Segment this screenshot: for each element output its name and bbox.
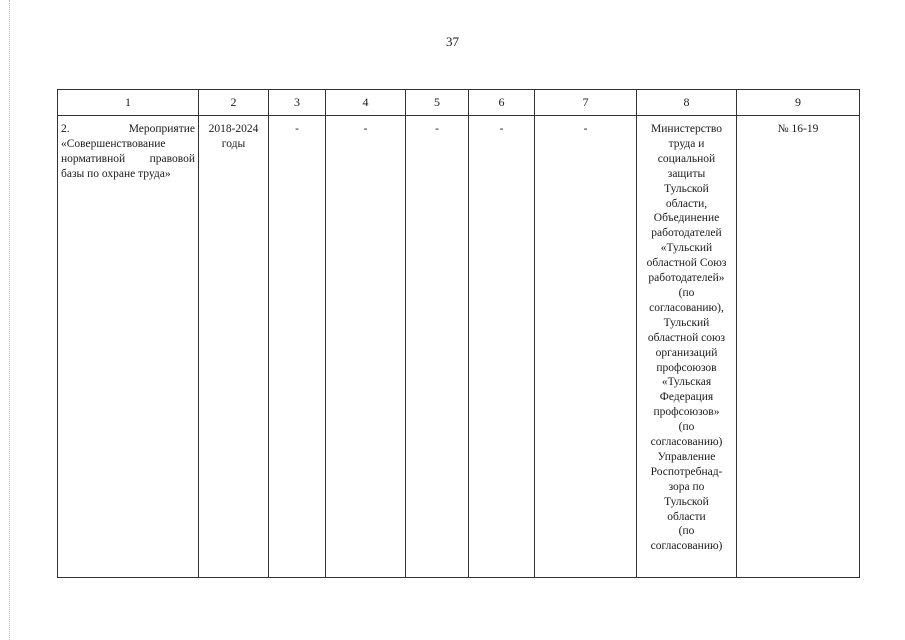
header-col-3: 3 xyxy=(269,90,326,116)
executor-line: профсоюзов» xyxy=(653,406,720,419)
executor-line: труда и xyxy=(668,137,705,150)
executor-line: (по xyxy=(678,525,695,538)
executor-line: Роспотребнад- xyxy=(650,465,723,478)
indicator-ref-cell: № 16-19 xyxy=(737,116,860,578)
executor-line: согласованию) xyxy=(650,436,723,449)
executor-line: защиты xyxy=(667,167,706,180)
responsible-executors-cell xyxy=(637,116,737,578)
executor-line: работодателей xyxy=(651,227,722,240)
header-col-2: 2 xyxy=(199,90,269,116)
executor-line: профсоюзов xyxy=(656,361,717,374)
executor-line: области xyxy=(667,510,706,523)
scan-edge-artifact xyxy=(9,0,10,640)
funding-cell-4: - xyxy=(326,116,406,578)
header-col-1: 1 xyxy=(58,90,199,116)
executor-line: Министерство xyxy=(651,123,722,135)
executor-line: областной союз xyxy=(647,331,726,344)
funding-cell-3: - xyxy=(269,116,326,578)
executor-line: (по xyxy=(678,286,695,299)
header-col-4: 4 xyxy=(326,90,406,116)
measures-table xyxy=(57,89,860,578)
executor-line: Тульский xyxy=(663,316,710,329)
executor-line: Тульской xyxy=(664,495,709,508)
funding-cell-5: - xyxy=(406,116,469,578)
funding-cell-7: - xyxy=(535,116,637,578)
executor-line: согласованию), xyxy=(649,301,724,314)
executor-line: (по xyxy=(678,421,695,434)
executor-line: «Тульская xyxy=(661,376,712,389)
executor-line: областной Союз xyxy=(646,257,727,270)
executor-line: зора по xyxy=(668,480,705,493)
executor-line: согласованию) xyxy=(650,540,723,553)
executor-line: Объединение xyxy=(653,212,720,225)
header-col-7: 7 xyxy=(535,90,637,116)
page-number: 37 xyxy=(446,34,459,49)
header-col-5: 5 xyxy=(406,90,469,116)
executor-line: области, xyxy=(665,197,708,210)
header-col-9: 9 xyxy=(737,90,860,116)
period-cell: 2018-2024 годы xyxy=(199,116,269,578)
executor-line: организаций xyxy=(655,346,718,359)
executor-line: Управление xyxy=(657,450,716,463)
measure-name-cell: 2. Мероприятие «Совершенствование нормативной правовой базы по охране труда» xyxy=(58,116,199,578)
executor-line: социальной xyxy=(657,152,716,165)
executor-line: Федерация xyxy=(659,391,714,404)
header-col-6: 6 xyxy=(469,90,535,116)
executor-line: Тульской xyxy=(664,182,709,195)
executor-line: «Тульский xyxy=(660,242,713,255)
table-row xyxy=(58,116,860,578)
header-col-8: 8 xyxy=(637,90,737,116)
funding-cell-6: - xyxy=(469,116,535,578)
executor-line: работодателей» xyxy=(648,272,725,285)
table-header-row xyxy=(58,90,860,116)
